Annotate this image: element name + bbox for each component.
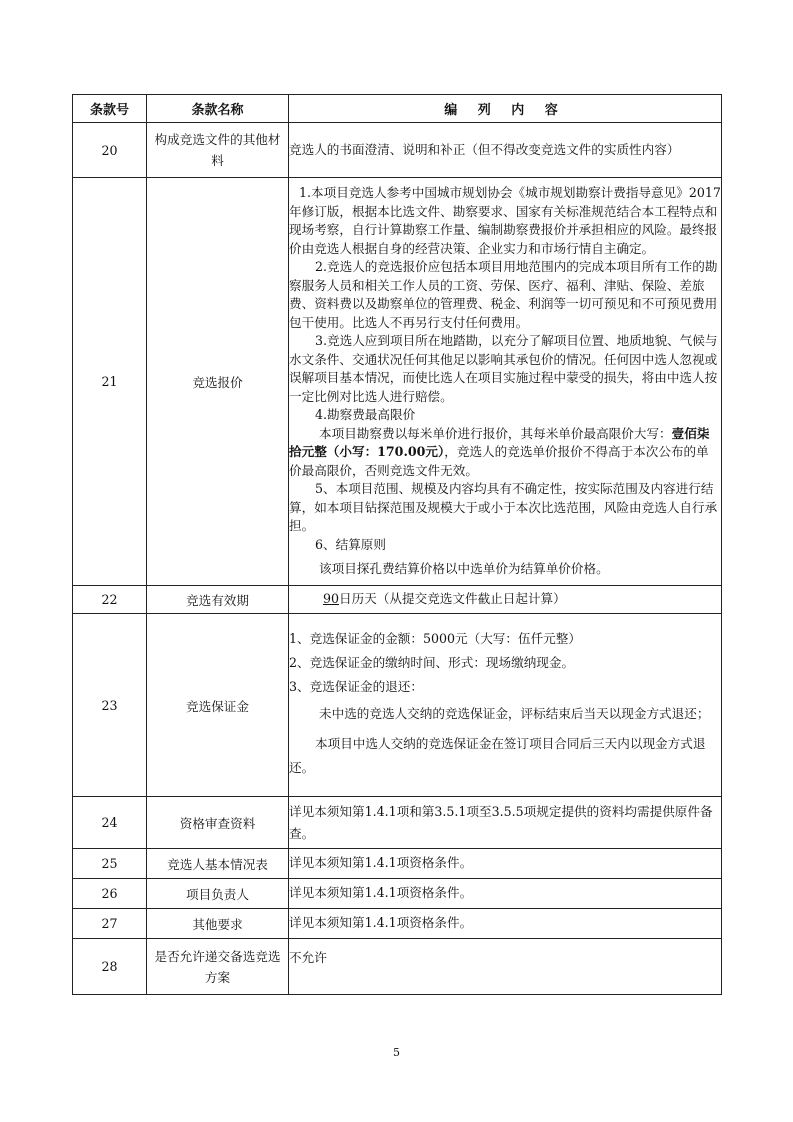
price-text: 本项目勘察费以每米单价进行报价，其每米单价最高限价大写： xyxy=(319,425,672,441)
clause-content: 详见本须知第1.4.1项资格条件。 xyxy=(289,879,722,909)
paragraph: 本项目中选人交纳的竞选保证金在签订项目合同后三天内以现金方式退还。 xyxy=(289,736,706,775)
price-amount: 壹佰柒拾元整（小写：170.00元） xyxy=(289,425,710,460)
clause-number: 22 xyxy=(73,586,147,614)
clause-table xyxy=(72,94,722,995)
clause-name: 竞选有效期 xyxy=(147,586,289,614)
table-header-row xyxy=(73,95,722,123)
clause-content: 详见本须知第1.4.1项资格条件。 xyxy=(289,849,722,879)
paragraph: 未中选的竞选人交纳的竞选保证金，评标结束后当天以现金方式退还； xyxy=(319,706,710,721)
table-row xyxy=(73,586,722,614)
clause-name: 竞选人基本情况表 xyxy=(147,849,289,879)
paragraph: 1、竞选保证金的金额：5000元（大写：伍仟元整） xyxy=(289,631,581,646)
clause-name: 项目负责人 xyxy=(147,879,289,909)
table-row xyxy=(73,909,722,939)
clause-name xyxy=(147,123,289,178)
price-text-rest: ，竞选人的竞选单价报价不得高于本次公布的单价最高限价，否则竞选文件无效。 xyxy=(289,444,709,478)
table-row xyxy=(73,178,722,586)
paragraph: 2、竞选保证金的缴纳时间、形式：现场缴纳现金。 xyxy=(289,655,575,670)
clause-number: 21 xyxy=(73,178,147,586)
validity-text: 日历天（从提交竞选文件截止日起计算） xyxy=(339,591,566,607)
page-number: 5 xyxy=(393,1046,400,1059)
table-row xyxy=(73,879,722,909)
paragraph: 5、本项目范围、规模及内容均具有不确定性，按实际范围及内容进行结算，如本项目钻探范围及规模大于或小于本次比选范围，风险由竞选人自行承担。 xyxy=(289,481,718,534)
header-clause-number: 条款号 xyxy=(73,95,147,123)
paragraph xyxy=(289,425,721,481)
table-row xyxy=(73,849,722,879)
clause-name: 竞选报价 xyxy=(147,178,289,586)
paragraph: 3、竞选保证金的退还： xyxy=(289,679,423,694)
clause-content xyxy=(289,614,722,797)
clause-name-text: 构成竞选文件的其他材料 xyxy=(154,132,281,168)
clause-content: 竞选人的书面澄清、说明和补正（但不得改变竞选文件的实质性内容） xyxy=(289,123,722,178)
table-row xyxy=(73,614,722,797)
clause-number: 23 xyxy=(73,614,147,797)
clause-number: 25 xyxy=(73,849,147,879)
validity-days: 90 xyxy=(323,591,340,607)
clause-content: 不允许 xyxy=(289,939,722,995)
clause-number: 26 xyxy=(73,879,147,909)
clause-name: 竞选保证金 xyxy=(147,614,289,797)
clause-content: 详见本须知第1.4.1项资格条件。 xyxy=(289,909,722,939)
paragraph: 2.竞选人的竞选报价应包括本项目用地范围内的完成本项目所有工作的勘察服务人员和相关工作人员的工资、劳保、医疗、福利、津贴、保险、差旅费、资料费以及勘察单位的管理费、税金、利润等一切可预见和不可预见费用包干使用。比选人不再另行支付任何费用。 xyxy=(289,259,718,330)
paragraph: 4.勘察费最高限价 xyxy=(315,407,416,423)
clause-content xyxy=(289,178,722,586)
clause-content xyxy=(289,586,722,614)
clause-number: 24 xyxy=(73,797,147,849)
header-clause-name: 条款名称 xyxy=(147,95,289,123)
paragraph: 1.本项目竞选人参考中国城市规划协会《城市规划勘察计费指导意见》2017年修订版，根据本比选文件、勘察要求、国家有关标准规范结合本工程特点和现场考察，自行计算勘察工作量、编制勘察费报价并承担相应的风险。最终报价由竞选人根据自身的经营决策、企业实力和市场行情自主确定。 xyxy=(289,185,721,256)
clause-number: 28 xyxy=(73,939,147,995)
clause-name: 资格审查资料 xyxy=(147,797,289,849)
header-content-label: 编 列 内 容 xyxy=(444,103,566,118)
table-row xyxy=(73,939,722,995)
paragraph: 3.竞选人应到项目所在地踏勘，以充分了解项目位置、地质地貌、气候与水文条件、交通状况任何其他足以影响其承包价的情况。任何因中选人忽视或误解项目基本情况，而使比选人在项目实施过程中蒙受的损失，将由中选人按一定比例对比选人进行赔偿。 xyxy=(289,333,718,404)
paragraph: 该项目探孔费结算价格以中选单价为结算单价价格。 xyxy=(319,561,609,577)
clause-name-text: 是否允许递交备选竞选方案 xyxy=(154,948,281,985)
table-row xyxy=(73,797,722,849)
clause-content: 详见本须知第1.4.1项和第3.5.1项至3.5.5项规定提供的资料均需提供原件备查。 xyxy=(289,797,722,849)
table-row xyxy=(73,123,722,178)
clause-name: 其他要求 xyxy=(147,909,289,939)
clause-number: 20 xyxy=(73,123,147,178)
clause-number: 27 xyxy=(73,909,147,939)
clause-name xyxy=(147,939,289,995)
paragraph: 6、结算原则 xyxy=(315,536,386,552)
header-content xyxy=(289,95,722,123)
